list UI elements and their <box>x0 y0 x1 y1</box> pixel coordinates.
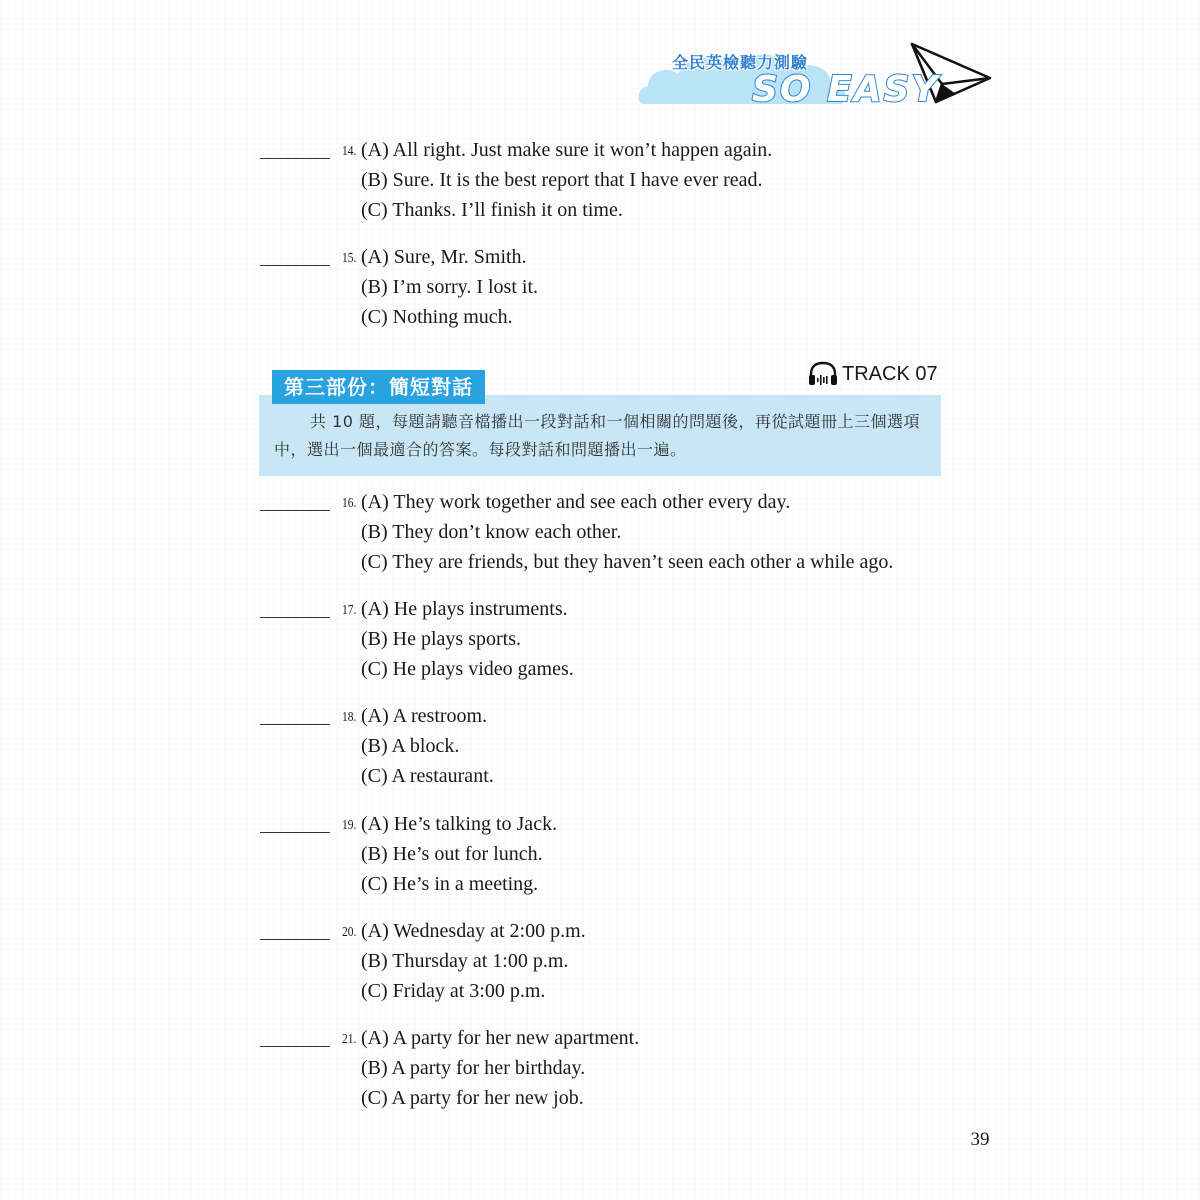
question-14 <box>260 138 960 232</box>
option-a: (A) He’s talking to Jack. <box>361 813 558 835</box>
option-a: (A) A party for her new apartment. <box>361 1027 640 1049</box>
answer-blank[interactable] <box>260 832 330 833</box>
answer-blank[interactable] <box>260 939 330 940</box>
question-19 <box>260 812 960 906</box>
question-number: 15. <box>342 251 357 266</box>
option-b: (B) Sure. It is the best report that I have ever read. <box>361 169 763 191</box>
option-c: (C) They are friends, but they haven’t seen each other a while ago. <box>361 551 894 573</box>
option-a: (A) A restroom. <box>361 705 488 727</box>
answer-blank[interactable] <box>260 158 330 159</box>
option-b: (B) Thursday at 1:00 p.m. <box>361 950 569 972</box>
section-title: 第三部份：簡短對話 <box>272 370 485 404</box>
headphones-icon <box>808 361 838 387</box>
answer-blank[interactable] <box>260 617 330 618</box>
answer-blank[interactable] <box>260 265 330 266</box>
question-20 <box>260 919 960 1013</box>
question-16 <box>260 490 960 584</box>
option-c: (C) Thanks. I’ll finish it on time. <box>361 199 623 221</box>
option-a: (A) Sure, Mr. Smith. <box>361 246 527 268</box>
option-a: (A) Wednesday at 2:00 p.m. <box>361 920 586 942</box>
question-18 <box>260 704 960 798</box>
answer-blank[interactable] <box>260 724 330 725</box>
series-logo <box>636 40 996 120</box>
question-21 <box>260 1026 960 1120</box>
option-b: (B) They don’t know each other. <box>361 521 622 543</box>
option-b: (B) He plays sports. <box>361 628 521 650</box>
option-c: (C) A restaurant. <box>361 765 494 787</box>
option-a: (A) All right. Just make sure it won’t happen again. <box>361 139 773 161</box>
question-number: 20. <box>342 925 357 940</box>
option-b: (B) I’m sorry. I lost it. <box>361 276 539 298</box>
answer-blank[interactable] <box>260 510 330 511</box>
question-number: 17. <box>342 603 357 618</box>
track-label: TRACK 07 <box>842 363 938 385</box>
question-17 <box>260 597 960 691</box>
option-b: (B) A block. <box>361 735 460 757</box>
option-c: (C) Nothing much. <box>361 306 513 328</box>
page-number: 39 <box>970 1129 990 1150</box>
option-a: (A) He plays instruments. <box>361 598 568 620</box>
question-number: 19. <box>342 818 357 833</box>
section-instructions: 共 10 題，每題請聽音檔播出一段對話和一個相關的問題後，再從試題冊上三個選項中，選出一個最適合的答案。每段對話和問題播出一遍。 <box>274 412 921 459</box>
option-a: (A) They work together and see each other every day. <box>361 491 791 513</box>
option-c: (C) Friday at 3:00 p.m. <box>361 980 546 1002</box>
question-number: 16. <box>342 496 357 511</box>
option-c: (C) A party for her new job. <box>361 1087 584 1109</box>
option-b: (B) He’s out for lunch. <box>361 843 543 865</box>
question-number: 18. <box>342 710 357 725</box>
option-c: (C) He plays video games. <box>361 658 574 680</box>
series-title: 全民英檢聽力測驗 <box>671 53 808 72</box>
option-b: (B) A party for her birthday. <box>361 1057 586 1079</box>
option-c: (C) He’s in a meeting. <box>361 873 539 895</box>
logo-wordmark: SO EASY <box>752 69 940 110</box>
question-number: 14. <box>342 144 357 159</box>
answer-blank[interactable] <box>260 1046 330 1047</box>
question-number: 21. <box>342 1032 357 1047</box>
question-15 <box>260 245 960 339</box>
